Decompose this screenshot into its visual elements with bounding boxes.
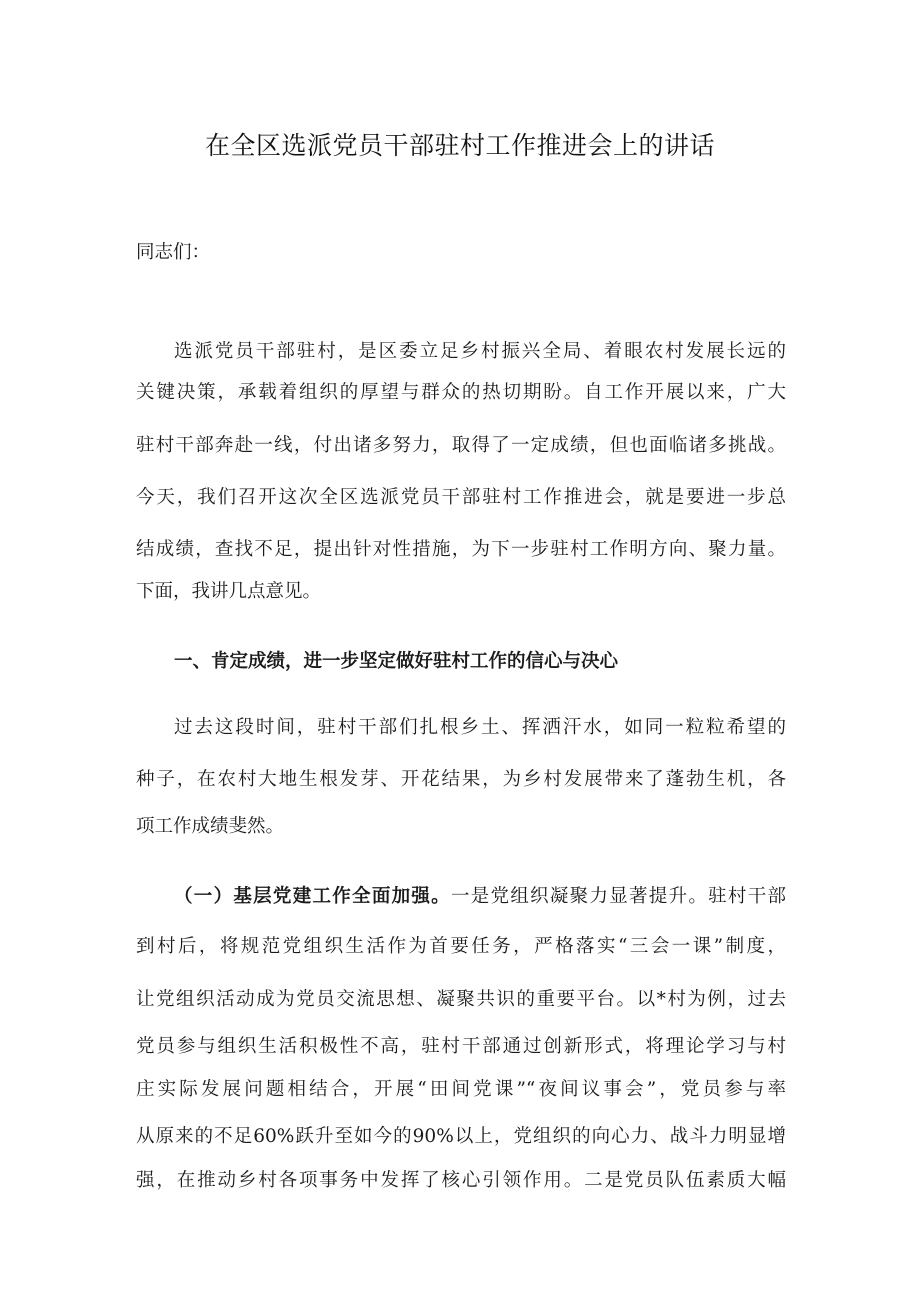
paragraph-line: 关键决策，承载着组织的厚望与群众的热切期盼。自工作开展以来，广大 (136, 382, 786, 403)
paragraph-line: 到村后，将规范党组织生活作为首要任务，严格落实“三会一课”制度， (136, 936, 786, 957)
paragraph-line: 过去这段时间，驻村干部们扎根乡土、挥洒汗水，如同一粒粒希望的 (174, 717, 786, 738)
paragraph-line: 选派党员干部驻村，是区委立足乡村振兴全局、着眼农村发展长远的 (174, 341, 786, 362)
paragraph-line: 强，在推动乡村各项事务中发挥了核心引领作用。二是党员队伍素质大幅 (136, 1170, 786, 1191)
paragraph-line: 庄实际发展问题相结合，开展“田间党课”“夜间议事会”，党员参与率 (136, 1079, 786, 1100)
paragraph-text: 一是党组织凝聚力显著提升。驻村干部 (450, 886, 786, 907)
paragraph-line: 从原来的不足60%跃升至如今的90%以上，党组织的向心力、战斗力明显增 (136, 1126, 786, 1147)
document-title: 在全区选派党员干部驻村工作推进会上的讲话 (204, 131, 715, 160)
subsection-heading: （一）基层党建工作全面加强。 (174, 886, 451, 907)
section-heading: 一、肯定成绩，进一步坚定做好驻村工作的信心与决心 (174, 651, 619, 672)
paragraph-line (174, 882, 786, 912)
paragraph-line: 驻村干部奔赴一线，付出诸多努力，取得了一定成绩，但也面临诸多挑战。 (136, 435, 786, 456)
paragraph-line: 下面，我讲几点意见。 (136, 581, 322, 602)
paragraph-line: 让党组织活动成为党员交流思想、凝聚共识的重要平台。以*村为例，过去 (136, 989, 786, 1010)
paragraph-line: 项工作成绩斐然。 (136, 816, 285, 837)
paragraph-line: 党员参与组织生活积极性不高，驻村干部通过创新形式，将理论学习与村 (136, 1036, 786, 1057)
salutation: 同志们： (136, 242, 211, 263)
paragraph-line: 种子，在农村大地生根发芽、开花结果，为乡村发展带来了蓬勃生机，各 (136, 769, 786, 790)
paragraph-line: 结成绩，查找不足，提出针对性措施，为下一步驻村工作明方向、聚力量。 (136, 539, 786, 560)
paragraph-line: 今天，我们召开这次全区选派党员干部驻村工作推进会，就是要进一步总 (136, 487, 786, 508)
